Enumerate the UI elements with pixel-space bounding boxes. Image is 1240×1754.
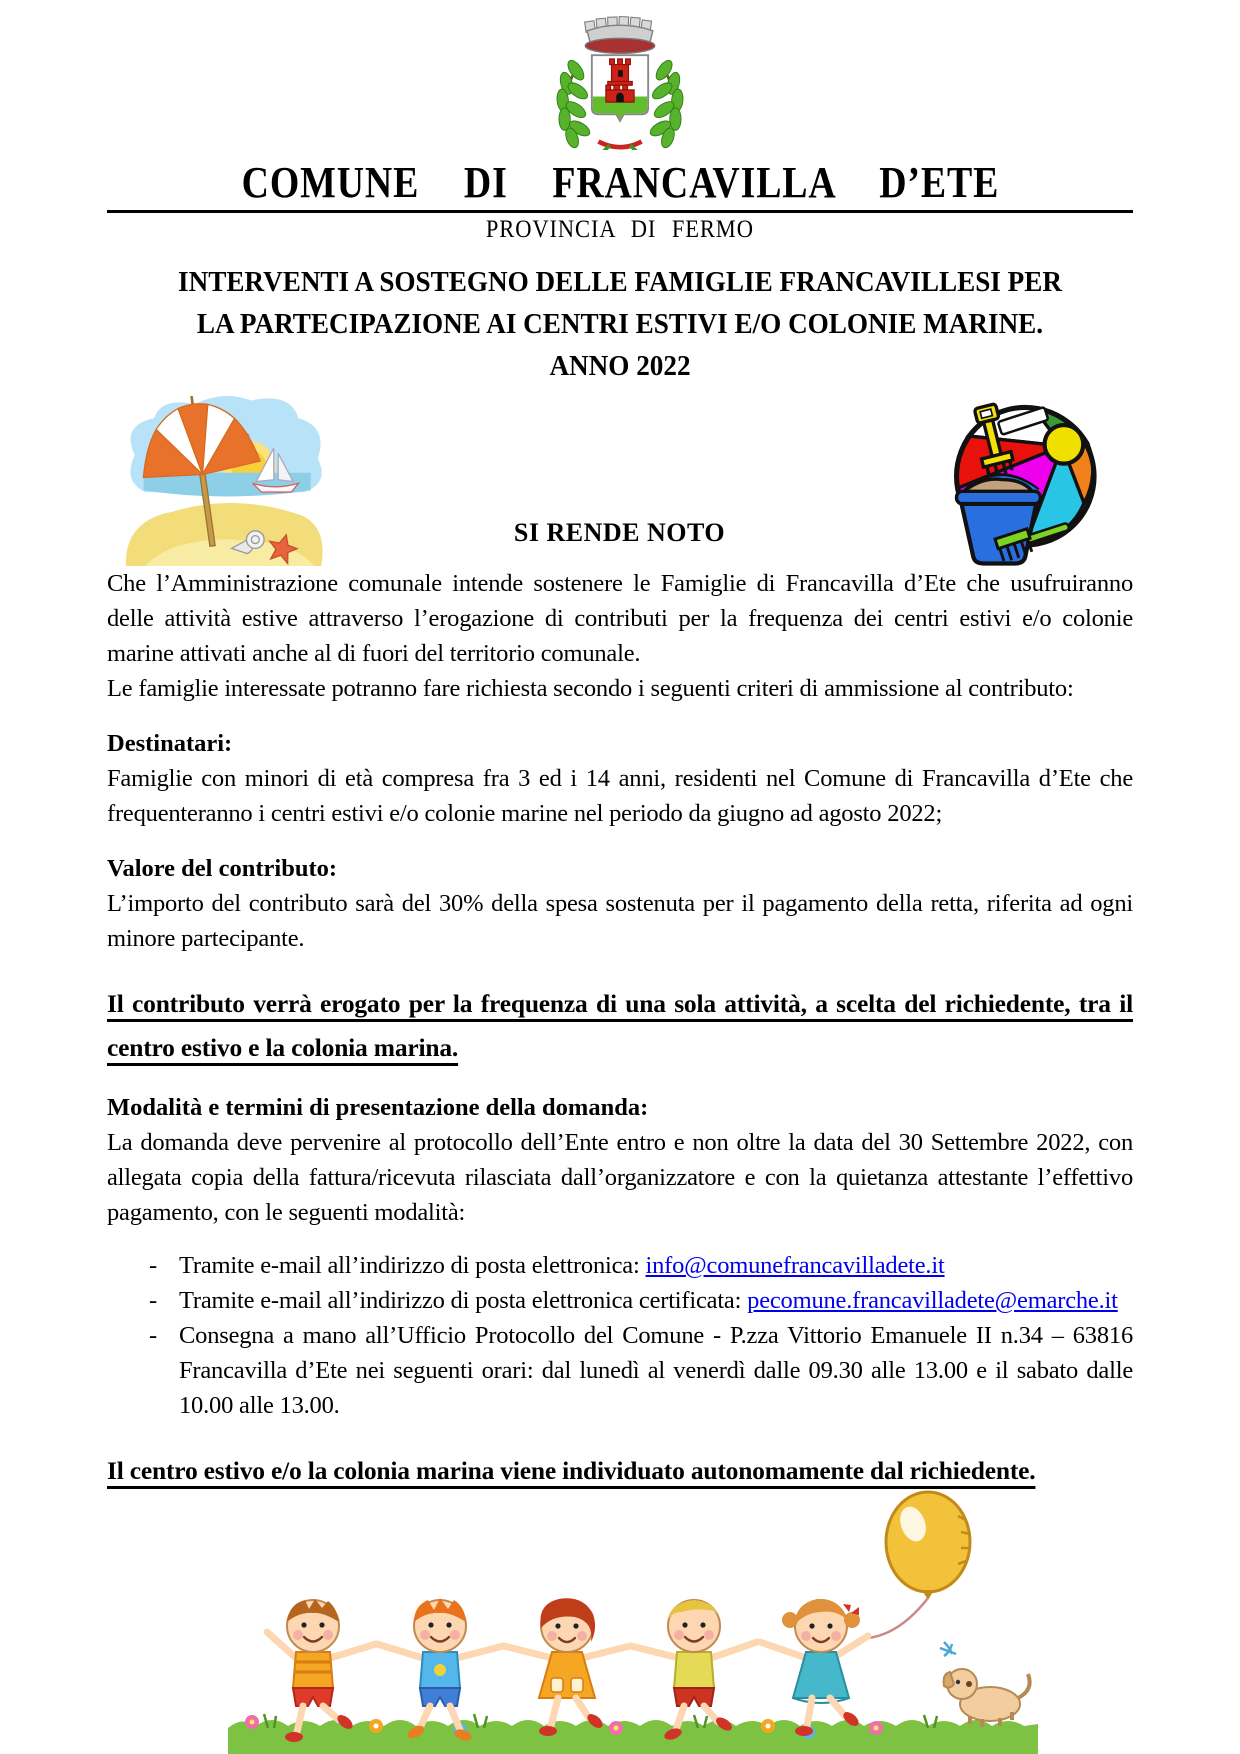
bullet-dash: - <box>149 1252 158 1279</box>
destinatari-section <box>107 726 1133 831</box>
si-rende-noto-heading: SI RENDE NOTO <box>513 518 726 547</box>
valore-section <box>107 851 1133 956</box>
modalita-heading: Modalità e termini di presentazione della domanda: <box>107 1094 649 1121</box>
email-link[interactable]: info@comunefrancavilladete.it <box>645 1252 945 1279</box>
header-divider <box>107 210 1133 213</box>
modalita-section <box>107 1090 1133 1230</box>
modalita-text: La domanda deve pervenire al protocollo dell’Ente entro e non oltre la data del 30 Settembre 2022, con allegata copia della fattura/ricevuta rilasciata dall’organizzatore e con la quietanza attestante l’effettivo pagamento, con le seguenti modalità: <box>107 1129 1133 1226</box>
intro-paragraph-2: Le famiglie interessate potranno fare richiesta secondo i seguenti criteri di ammissione al contributo: <box>107 675 1074 702</box>
submission-methods-list <box>107 1248 1133 1423</box>
bullet-text: Consegna a mano all’Ufficio Protocollo del Comune - P.zza Vittorio Emanuele II n.34 – 63816 Francavilla d’Ete nei seguenti orari: dal lunedì al venerdì dalle 09.30 alle 13.00 e il sabato dalle 10.00 alle 13.00. <box>179 1322 1133 1419</box>
bullet-dash: - <box>149 1287 158 1314</box>
bullet-dash: - <box>149 1322 158 1349</box>
bullet-text: Tramite e-mail all’indirizzo di posta elettronica certificata: <box>179 1287 748 1314</box>
list-item-email <box>107 1248 1133 1283</box>
children-playing-icon <box>228 1476 1038 1754</box>
list-item-pec <box>107 1283 1133 1318</box>
notice-title-line-1: INTERVENTI A SOSTEGNO DELLE FAMIGLIE FRANCAVILLESI PER <box>178 267 1062 298</box>
bullet-text: Tramite e-mail all’indirizzo di posta elettronica: <box>179 1252 646 1279</box>
media-row <box>107 390 1133 566</box>
commune-title: COMUNE DI FRANCAVILLA D’ETE <box>241 158 999 207</box>
municipal-crest <box>107 12 1133 155</box>
coat-of-arms-icon <box>540 12 700 150</box>
valore-heading: Valore del contributo: <box>107 855 338 882</box>
notice-title <box>107 262 1133 388</box>
beach-scene-illustration <box>117 390 332 566</box>
destinatari-heading: Destinatari: <box>107 730 233 757</box>
destinatari-text: Famiglie con minori di età compresa fra 3 ed i 14 anni, residenti nel Comune di Francavilla d’Ete che frequenteranno i centri estivi e/o colonie marine nel periodo da giugno ad agosto 2022; <box>107 765 1133 827</box>
valore-text: L’importo del contributo sarà del 30% della spesa sostenuta per il pagamento della retta, riferita ad ogni minore partecipante. <box>107 890 1133 952</box>
list-item-hand-delivery <box>107 1318 1133 1423</box>
pec-email-link[interactable]: pecomune.francavilladete@emarche.it <box>747 1287 1118 1314</box>
notice-title-line-2: LA PARTECIPAZIONE AI CENTRI ESTIVI E/O COLONIE MARINE. <box>196 309 1044 340</box>
province-subtitle: PROVINCIA DI FERMO <box>485 216 754 243</box>
beach-toys-illustration <box>907 394 1105 566</box>
notice-title-line-3: ANNO 2022 <box>549 351 691 382</box>
children-illustration <box>228 1476 1038 1754</box>
highlight-own-choice: Il centro estivo e/o la colonia marina viene individuato autonomamente dal richiedente. <box>107 1456 1036 1485</box>
highlight-single-activity: Il contributo verrà erogato per la frequenza di una sola attività, a scelta del richiedente, tra il centro estivo e la colonia marina. <box>107 989 1133 1062</box>
intro-paragraph-1: Che l’Amministrazione comunale intende sostenere le Famiglie di Francavilla d’Ete che usufruiranno delle attività estive attraverso l’erogazione di contributi per la frequenza dei centri estivi e/o colonie marine attivati anche al di fuori del territorio comunale. <box>107 570 1133 667</box>
